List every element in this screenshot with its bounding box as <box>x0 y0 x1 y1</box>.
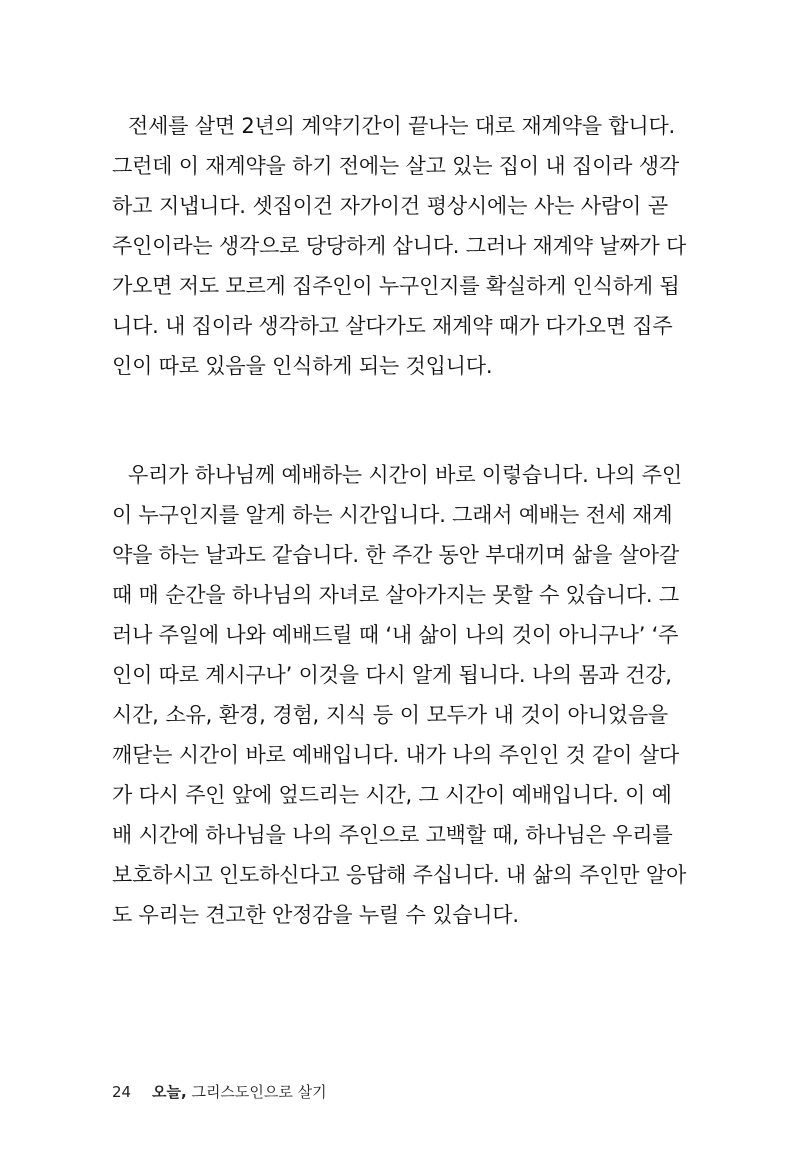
text-line: 전세를 살면 2년의 계약기간이 끝나는 대로 재계약을 합니다. <box>128 114 676 138</box>
text-line: 우리가 하나님께 예배하는 시간이 바로 이렇습니다. 나의 주인 <box>128 463 682 487</box>
text-line: 때 매 순간을 하나님의 자녀로 살아가지는 못할 수 있습니다. 그 <box>112 583 679 607</box>
text-line: 가오면 저도 모르게 집주인이 누구인지를 확실하게 인식하게 됩 <box>112 274 680 298</box>
text-line: 깨닫는 시간이 바로 예배입니다. 내가 나의 주인인 것 같이 살다 <box>112 743 679 767</box>
text-line: 이 누구인지를 알게 하는 시간입니다. 그래서 예배는 전세 재계 <box>112 503 673 527</box>
book-title: 그리스도인으로 살기 <box>186 1083 327 1101</box>
text-line: 러나 주일에 나와 예배드릴 때 ‘내 삶이 나의 것이 아니구나’ ‘주 <box>112 623 679 647</box>
text-line: 도 우리는 견고한 안정감을 누릴 수 있습니다. <box>112 903 519 927</box>
text-line: 하고 지냅니다. 셋집이건 자가이건 평상시에는 사는 사람이 곧 <box>112 194 668 218</box>
text-line: 인이 따로 있음을 인식하게 되는 것입니다. <box>112 354 493 378</box>
text-line: 약을 하는 날과도 같습니다. 한 주간 동안 부대끼며 삶을 살아갈 <box>112 543 679 567</box>
text-line: 주인이라는 생각으로 당당하게 삽니다. 그러나 재계약 날짜가 다 <box>112 234 687 258</box>
page-number: 24 <box>112 1083 132 1101</box>
text-line: 가 다시 주인 앞에 엎드리는 시간, 그 시간이 예배입니다. 이 예 <box>112 783 672 807</box>
book-title-emphasis: 오늘, <box>152 1083 187 1101</box>
text-line: 시간, 소유, 환경, 경험, 지식 등 이 모두가 내 것이 아니었음을 <box>112 703 668 727</box>
page-footer <box>112 1080 327 1104</box>
text-line: 보호하시고 인도하신다고 응답해 주십니다. 내 삶의 주인만 알아 <box>112 863 687 887</box>
text-line: 배 시간에 하나님을 나의 주인으로 고백할 때, 하나님은 우리를 <box>112 823 673 847</box>
text-line: 니다. 내 집이라 생각하고 살다가도 재계약 때가 다가오면 집주 <box>112 314 673 338</box>
text-line: 그런데 이 재계약을 하기 전에는 살고 있는 집이 내 집이라 생각 <box>112 154 679 178</box>
text-line: 인이 따로 계시구나’ 이것을 다시 알게 됩니다. 나의 몸과 건강, <box>112 663 672 687</box>
